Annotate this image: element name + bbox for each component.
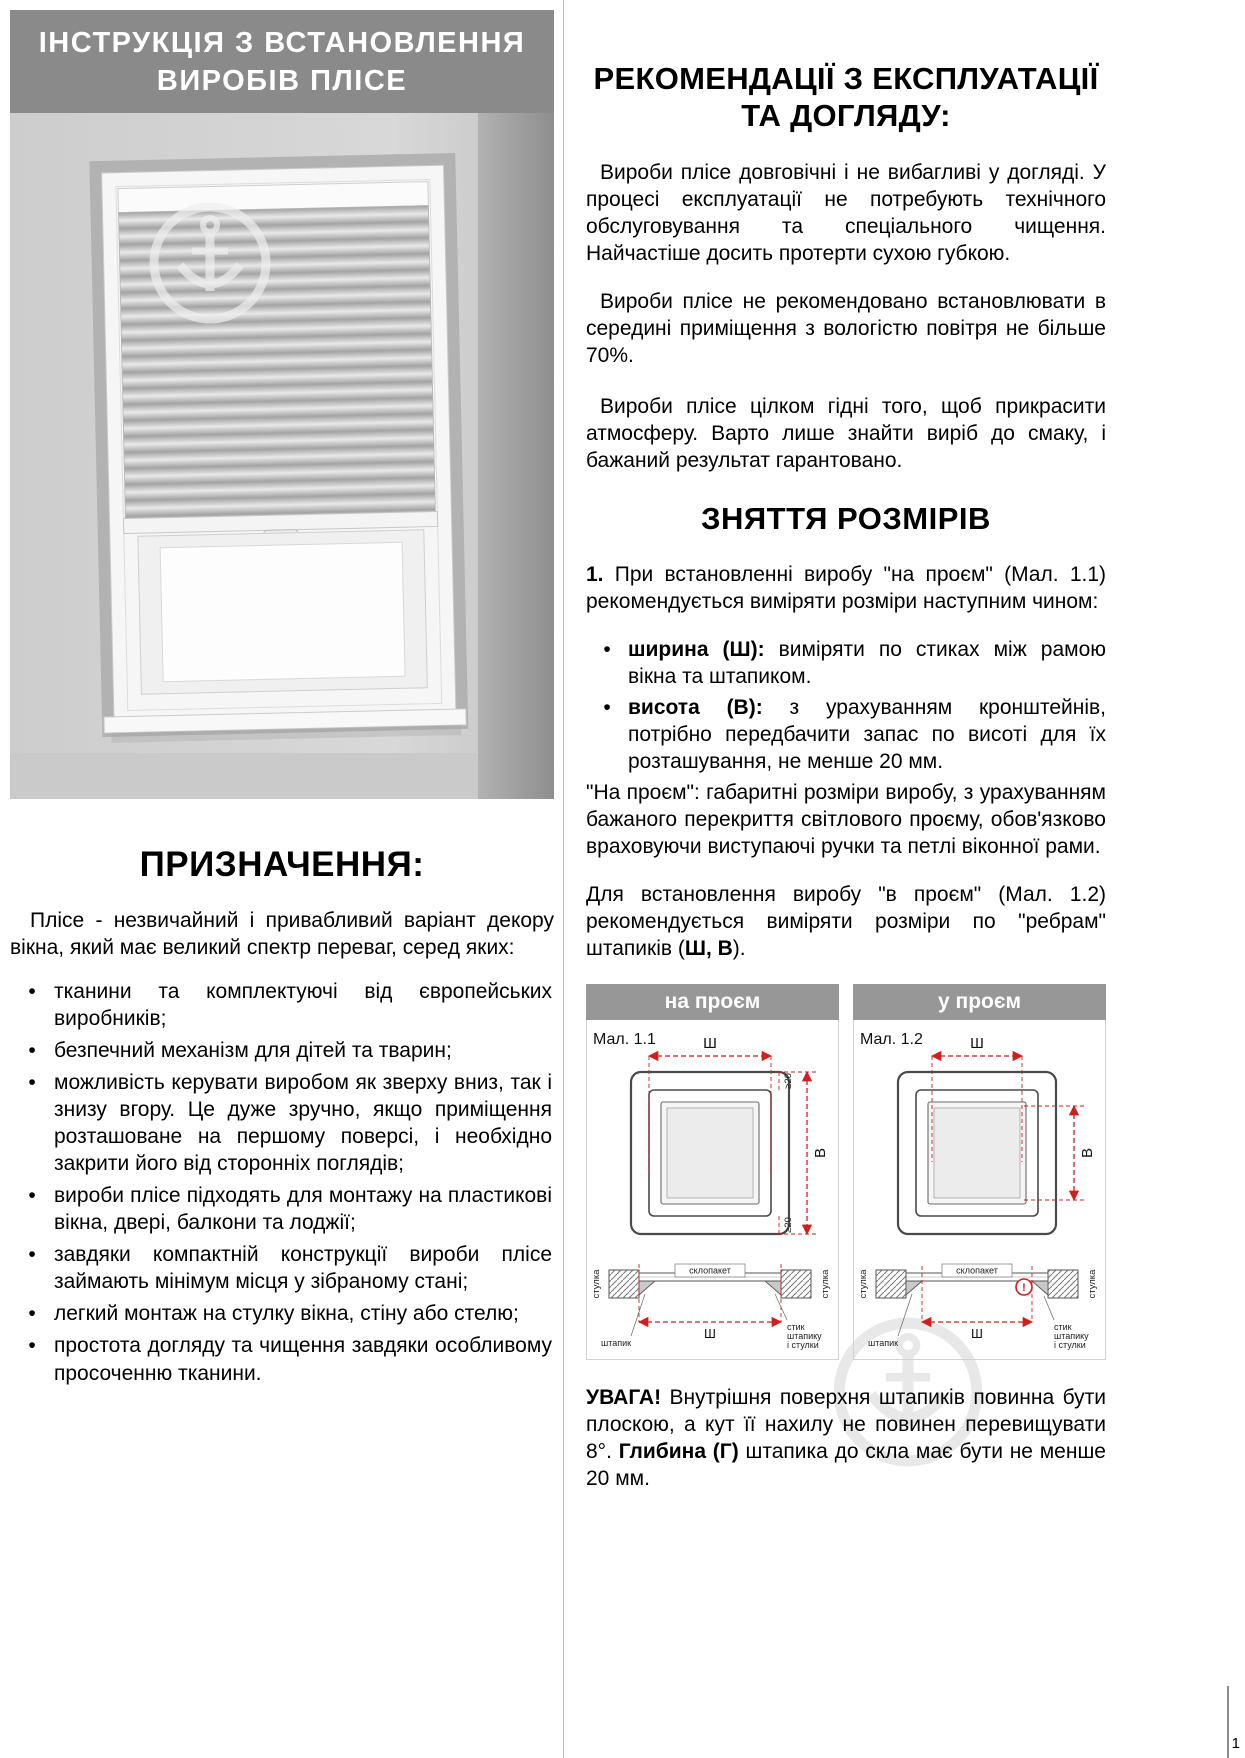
width-dimension-label: Ш (703, 1035, 717, 1053)
care-title-line1: РЕКОМЕНДАЦІЇ З ЕКСПЛУАТАЦІЇ (593, 60, 1099, 96)
wall-edge (478, 113, 554, 799)
figure-1-1-header: на проєм (586, 984, 839, 1020)
bullet-icon: • (28, 1184, 36, 1208)
list-item-text: вироби плісе підходять для монтажу на пластикові вікна, двері, балкони та лоджії; (54, 1184, 552, 1235)
figure-1-1-body (586, 1020, 839, 1360)
bead-label: штапик (868, 1338, 899, 1349)
list-item-text: можливість керувати виробом як зверху вниз, так і знизу вгору. Це дуже зручно, якщо приміщення розташоване на першому поверсі, і необхідно закрити його від сторонніх поглядів; (54, 1070, 552, 1175)
figure-1-2-label: Мал. 1.2 (860, 1031, 923, 1049)
sash-label-left: стулка (858, 1269, 869, 1299)
care-title (586, 60, 1106, 134)
joint-label-line3: і стулки (1054, 1340, 1086, 1351)
glazing-label: склопакет (689, 1265, 731, 1276)
v-proem-paragraph: Для встановлення виробу "в проєм" (Мал. 1.2) рекомендується виміряти розміри по "ребрам" штапиків (Ш, В). (586, 883, 1106, 961)
figure-1-2-body (853, 1020, 1106, 1360)
bullet-icon: • (28, 979, 36, 1003)
list-item-text: легкий монтаж на стулку вікна, стіну або стелю; (54, 1302, 519, 1326)
figure-1-2-header: у проєм (853, 984, 1106, 1020)
purpose-list (10, 978, 554, 1387)
height-dimension-label: В (1079, 1148, 1096, 1159)
instruction-header (10, 10, 554, 113)
list-item (10, 1069, 554, 1177)
clearance-top-label: ≥20 (783, 1073, 794, 1090)
window-diagram-1-1 (587, 1022, 838, 1354)
section-width-label: Ш (971, 1326, 983, 1342)
list-item (10, 1300, 554, 1327)
attention-paragraph: УВАГА! Внутрішня поверхня штапиків повинна бути плоскою, а кут її нахилу не повинен перевищувати 8°. Глибина (Г) штапика до скла має бути не менше 20 мм. (586, 1386, 1106, 1491)
bullet-icon: • (603, 638, 611, 662)
window-diagram-1-2 (854, 1022, 1105, 1354)
instruction-header-line2: ВИРОБІВ ПЛІСЕ (156, 64, 408, 97)
attention-label: УВАГА! (586, 1386, 662, 1410)
sash-label-right: стулка (1087, 1269, 1098, 1299)
list-item (586, 695, 1106, 776)
measuring-step-1: 1. При встановленні виробу "на проєм" (Мал. 1.1) рекомендується виміряти розміри наступним чином: (586, 563, 1106, 614)
purpose-title: ПРИЗНАЧЕННЯ: (139, 845, 425, 885)
product-photo (10, 113, 554, 799)
list-item-text: висота (В): з урахуванням кронштейнів, потрібно передбачити запас по висоті для їх розташування, не менше 20 мм. (628, 696, 1106, 774)
bead-label: штапик (601, 1338, 632, 1349)
step-number: 1. (586, 563, 604, 587)
joint-label-line3: і стулки (787, 1340, 819, 1351)
list-item-text: тканини та комплектуючі від європейських виробників; (54, 979, 552, 1030)
warning-mark: ! (1022, 1282, 1026, 1295)
right-column (586, 34, 1106, 1513)
care-paragraph-3: Вироби плісе цілком гідні того, щоб прикрасити атмосферу. Варто лише знайти виріб до смаку, і бажаний результат гарантовано. (586, 394, 1106, 472)
list-item-text: безпечний механізм для дітей та тварин; (54, 1038, 452, 1062)
sash-label-right: стулка (820, 1269, 831, 1299)
figure-1-1-label: Мал. 1.1 (593, 1031, 656, 1049)
care-paragraph-1: Вироби плісе довговічні і не вибагливі у догляді. У процесі експлуатації не потребують технічного обслуговування та спеціального чищення. Найчастіше досить протерти сухою губкою. (586, 160, 1106, 265)
bullet-icon: • (28, 1038, 36, 1062)
clearance-bottom-label: ≥20 (783, 1217, 794, 1234)
bullet-icon: • (28, 1334, 36, 1358)
measuring-title: ЗНЯТТЯ РОЗМІРІВ (701, 500, 991, 536)
list-item (10, 1332, 554, 1386)
measuring-list (586, 637, 1106, 776)
na-proem-paragraph: "На проєм": габаритні розміри виробу, з урахуванням бажаного перекриття світлового проєму, обов'язково враховуючи виступаючі ручки та петлі віконної рами. (586, 781, 1106, 859)
list-item (10, 978, 554, 1032)
care-paragraph-2: Вироби плісе не рекомендовано встановлювати в середині приміщення з вологістю повітря не більше 70%. (586, 289, 1106, 367)
window-blind-illustration (10, 113, 554, 799)
care-title-line2: ТА ДОГЛЯДУ: (741, 97, 951, 133)
joint-label-line2: штапику (1054, 1331, 1089, 1342)
height-dimension-label: В (812, 1148, 829, 1159)
instruction-header-line1: ІНСТРУКЦІЯ З ВСТАНОВЛЕННЯ (38, 27, 526, 59)
glazing-label: склопакет (956, 1265, 998, 1276)
pleated-fabric (119, 206, 436, 519)
bullet-icon: • (603, 696, 611, 720)
sash-label-left: стулка (591, 1269, 602, 1299)
figure-na-proem (586, 984, 839, 1360)
purpose-intro: Плісе - незвичайний і привабливий варіант декору вікна, який має великий спектр переваг, серед яких: (10, 909, 554, 960)
list-item (10, 1037, 554, 1064)
bullet-icon: • (28, 1070, 36, 1094)
figure-u-proem (853, 984, 1106, 1360)
list-item-text: простота догляду та чищення завдяки особливому просоченню тканини. (54, 1334, 552, 1385)
page-number: 1 (1231, 1735, 1240, 1752)
list-item-text: завдяки компактній конструкції вироби плісе займають мінімум місця у зібраному стані; (54, 1243, 552, 1294)
bullet-icon: • (28, 1243, 36, 1267)
list-item (10, 1182, 554, 1236)
joint-label-line1: стик (787, 1322, 805, 1333)
window-glass (160, 543, 405, 682)
joint-label-line1: стик (1054, 1322, 1072, 1333)
bullet-icon: • (28, 1302, 36, 1326)
width-dimension-label: Ш (970, 1035, 984, 1053)
column-divider (563, 0, 564, 1758)
left-column (10, 10, 554, 1392)
list-item-text: ширина (Ш): виміряти по стиках між рамою вікна та штапиком. (628, 638, 1106, 689)
section-width-label: Ш (704, 1326, 716, 1342)
list-item (10, 1241, 554, 1295)
list-item (586, 637, 1106, 691)
window-frame (89, 153, 468, 743)
figures-row (586, 984, 1106, 1360)
footer-divider (1227, 1686, 1229, 1758)
joint-label-line2: штапику (787, 1331, 822, 1342)
